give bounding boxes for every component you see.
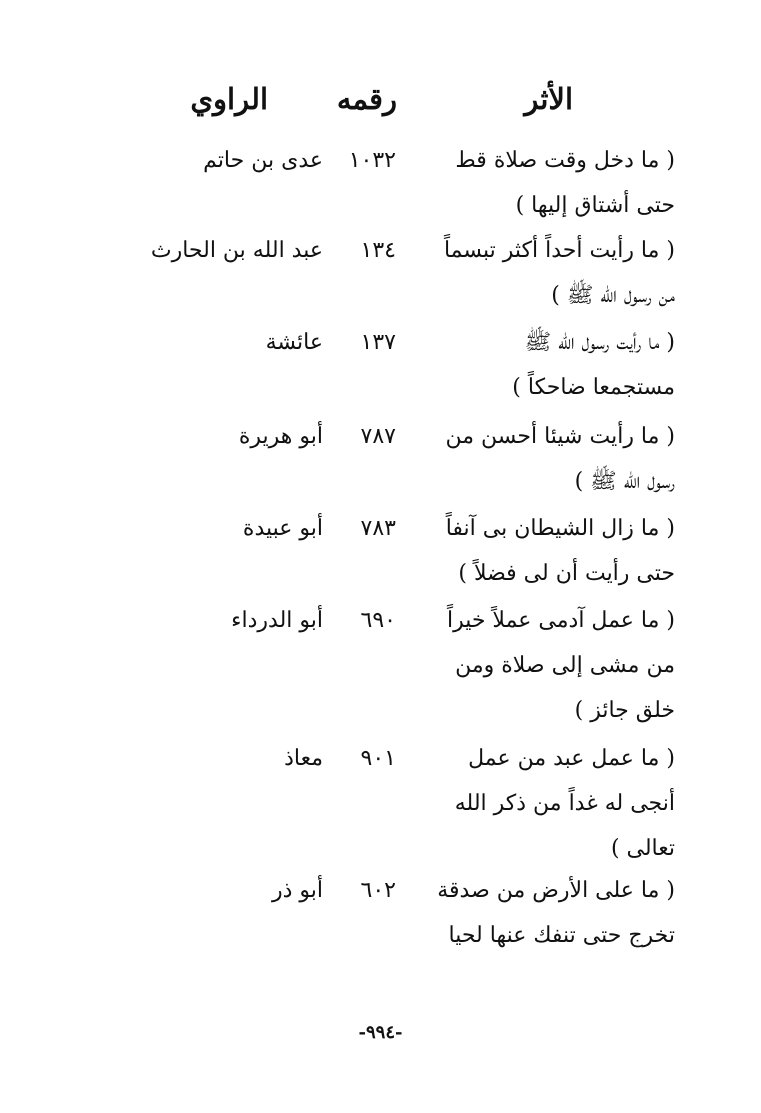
athar-number: ٧٨٣	[360, 516, 396, 541]
header-rawi: الراوي	[190, 82, 268, 116]
athar-number: ٧٨٧	[360, 424, 396, 449]
athar-line: تخرج حتى تنفك عنها لحيا	[448, 923, 675, 948]
athar-line: ( ما رأيت رسول الله ﷺ	[524, 330, 675, 355]
athar-number: ١٣٧	[360, 330, 396, 355]
athar-text	[425, 598, 675, 733]
athar-narrator: أبو ذر	[271, 878, 323, 903]
athar-narrator: معاذ	[284, 746, 323, 771]
athar-line: ( ما على الأرض من صدقة	[437, 878, 675, 903]
athar-line: ( ما رأيت شيئا أحسن من	[445, 424, 675, 449]
athar-text	[425, 506, 675, 596]
athar-line: ( ما عمل آدمى عملاً خيراً	[446, 608, 675, 633]
athar-line: من مشى إلى صلاة ومن	[455, 653, 675, 678]
athar-line: أنجى له غداً من ذكر الله	[454, 791, 675, 816]
athar-narrator: عدى بن حاتم	[203, 148, 323, 173]
athar-line: ( ما زال الشيطان بى آنفاً	[445, 516, 675, 541]
athar-text	[425, 228, 675, 318]
athar-narrator: أبو الدرداء	[231, 608, 323, 633]
athar-narrator: أبو هريرة	[238, 424, 323, 449]
table-header	[0, 82, 761, 128]
athar-text	[425, 320, 675, 410]
athar-number: ٦٠٢	[360, 878, 396, 903]
athar-line: حتى رأيت أن لى فضلاً )	[458, 561, 675, 586]
athar-text	[425, 868, 675, 958]
page-number: -٩٩٤-	[358, 1022, 403, 1043]
athar-line: تعالى )	[610, 836, 675, 861]
athar-text	[425, 414, 675, 504]
athar-number: ٦٩٠	[360, 608, 396, 633]
athar-line: من رسول الله ﷺ )	[551, 283, 675, 308]
athar-line: ( ما دخل وقت صلاة قط	[455, 148, 675, 173]
athar-line: رسول الله ﷺ )	[574, 469, 675, 494]
athar-number: ١٣٤	[360, 238, 396, 263]
header-raqm: رقمه	[336, 82, 397, 116]
athar-narrator: أبو عبيدة	[242, 516, 323, 541]
athar-text	[425, 138, 675, 228]
athar-line: ( ما رأيت أحداً أكثر تبسماً	[443, 238, 675, 263]
header-athar: الأثر	[524, 82, 573, 116]
athar-line: مستجمعا ضاحكاً )	[512, 375, 675, 400]
athar-narrator: عبد الله بن الحارث	[150, 238, 323, 263]
athar-number: ١٠٣٢	[348, 148, 396, 173]
athar-line: حتى أشتاق إليها )	[515, 193, 675, 218]
athar-line: ( ما عمل عبد من عمل	[468, 746, 675, 771]
athar-number: ٩٠١	[360, 746, 396, 771]
athar-text	[425, 736, 675, 871]
athar-narrator: عائشة	[265, 330, 323, 355]
athar-line: خلق جائز )	[574, 698, 675, 723]
